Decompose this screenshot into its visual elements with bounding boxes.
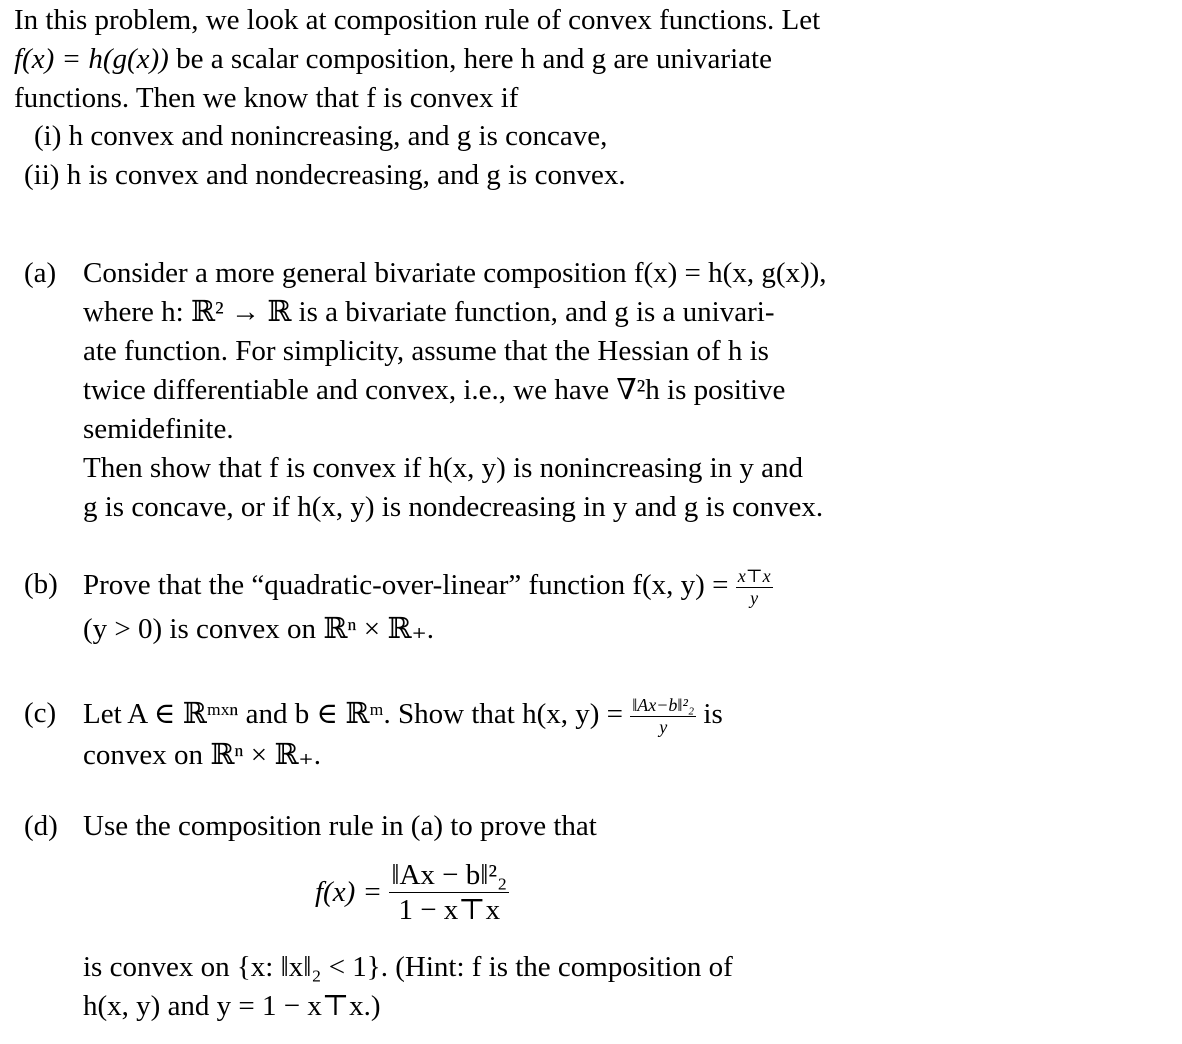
part-c-label: (c) bbox=[24, 697, 57, 729]
part-b-line-2: (y > 0) is convex on ℝⁿ × ℝ₊. bbox=[83, 613, 435, 645]
item-text: h convex and nonincreasing, and g is concave, bbox=[68, 120, 608, 152]
intro-line-2-text: be a scalar composition, here h and g are univariate bbox=[168, 43, 772, 75]
fraction-denominator: y bbox=[630, 716, 696, 738]
part-c-line-1 bbox=[83, 695, 723, 738]
part-d-line-1: Use the composition rule in (a) to prove that bbox=[83, 810, 597, 842]
equation-lhs: f(x) = bbox=[315, 876, 383, 908]
part-a-line-4: twice differentiable and convex, i.e., we have ∇²h is positive bbox=[83, 374, 786, 406]
part-a-line-1: Consider a more general bivariate composition f(x) = h(x, g(x)), bbox=[83, 257, 827, 289]
part-a-line-2: where h: ℝ² → ℝ is a bivariate function, and g is a univari- bbox=[83, 296, 775, 328]
part-a-line-5: semidefinite. bbox=[83, 413, 234, 445]
intro-line-3: functions. Then we know that f is convex if bbox=[14, 82, 519, 114]
h-fraction bbox=[630, 695, 696, 738]
part-c-text: Let A ∈ ℝᵐˣⁿ and b ∈ ℝᵐ. Show that h(x, y) = bbox=[83, 698, 623, 731]
part-d-line-2: is convex on {x: ‖x‖₂ < 1}. (Hint: f is the composition of bbox=[83, 951, 733, 983]
part-a-line-3: ate function. For simplicity, assume that the Hessian of h is bbox=[83, 335, 769, 367]
intro-item-ii bbox=[24, 157, 626, 193]
item-text: h is convex and nondecreasing, and g is convex. bbox=[66, 159, 626, 191]
part-b-label: (b) bbox=[24, 568, 58, 600]
intro-item-i bbox=[34, 118, 607, 154]
part-a-line-7: g is concave, or if h(x, y) is nondecreasing in y and g is convex. bbox=[83, 491, 824, 523]
part-b-text: Prove that the “quadratic-over-linear” function f(x, y) = bbox=[83, 569, 729, 602]
display-equation bbox=[315, 858, 509, 927]
fraction-denominator: 1 − x⊤x bbox=[389, 892, 509, 927]
part-a-label: (a) bbox=[24, 257, 57, 289]
intro-line-1: In this problem, we look at composition rule of convex functions. Let bbox=[14, 4, 821, 36]
fraction-denominator: y bbox=[736, 587, 773, 609]
quadratic-over-linear-fraction bbox=[736, 566, 773, 609]
part-d-label: (d) bbox=[24, 810, 58, 842]
part-c-line-2: convex on ℝⁿ × ℝ₊. bbox=[83, 739, 321, 771]
composition-equation: f(x) = h(g(x)) bbox=[14, 43, 169, 75]
item-label: (i) bbox=[34, 120, 62, 152]
part-a-line-6: Then show that f is convex if h(x, y) is nonincreasing in y and bbox=[83, 452, 804, 484]
item-label: (ii) bbox=[24, 159, 60, 191]
intro-line-2 bbox=[14, 41, 772, 77]
part-d-line-3: h(x, y) and y = 1 − x⊤x.) bbox=[83, 990, 381, 1022]
fraction-numerator: ‖Ax−b‖²₂ bbox=[632, 695, 695, 715]
equation-fraction bbox=[389, 858, 509, 927]
part-c-text-end: is bbox=[703, 698, 723, 731]
fraction-numerator: ‖Ax − b‖²₂ bbox=[391, 859, 508, 891]
part-b-line-1 bbox=[83, 566, 773, 609]
fraction-numerator: x⊤x bbox=[737, 566, 771, 586]
